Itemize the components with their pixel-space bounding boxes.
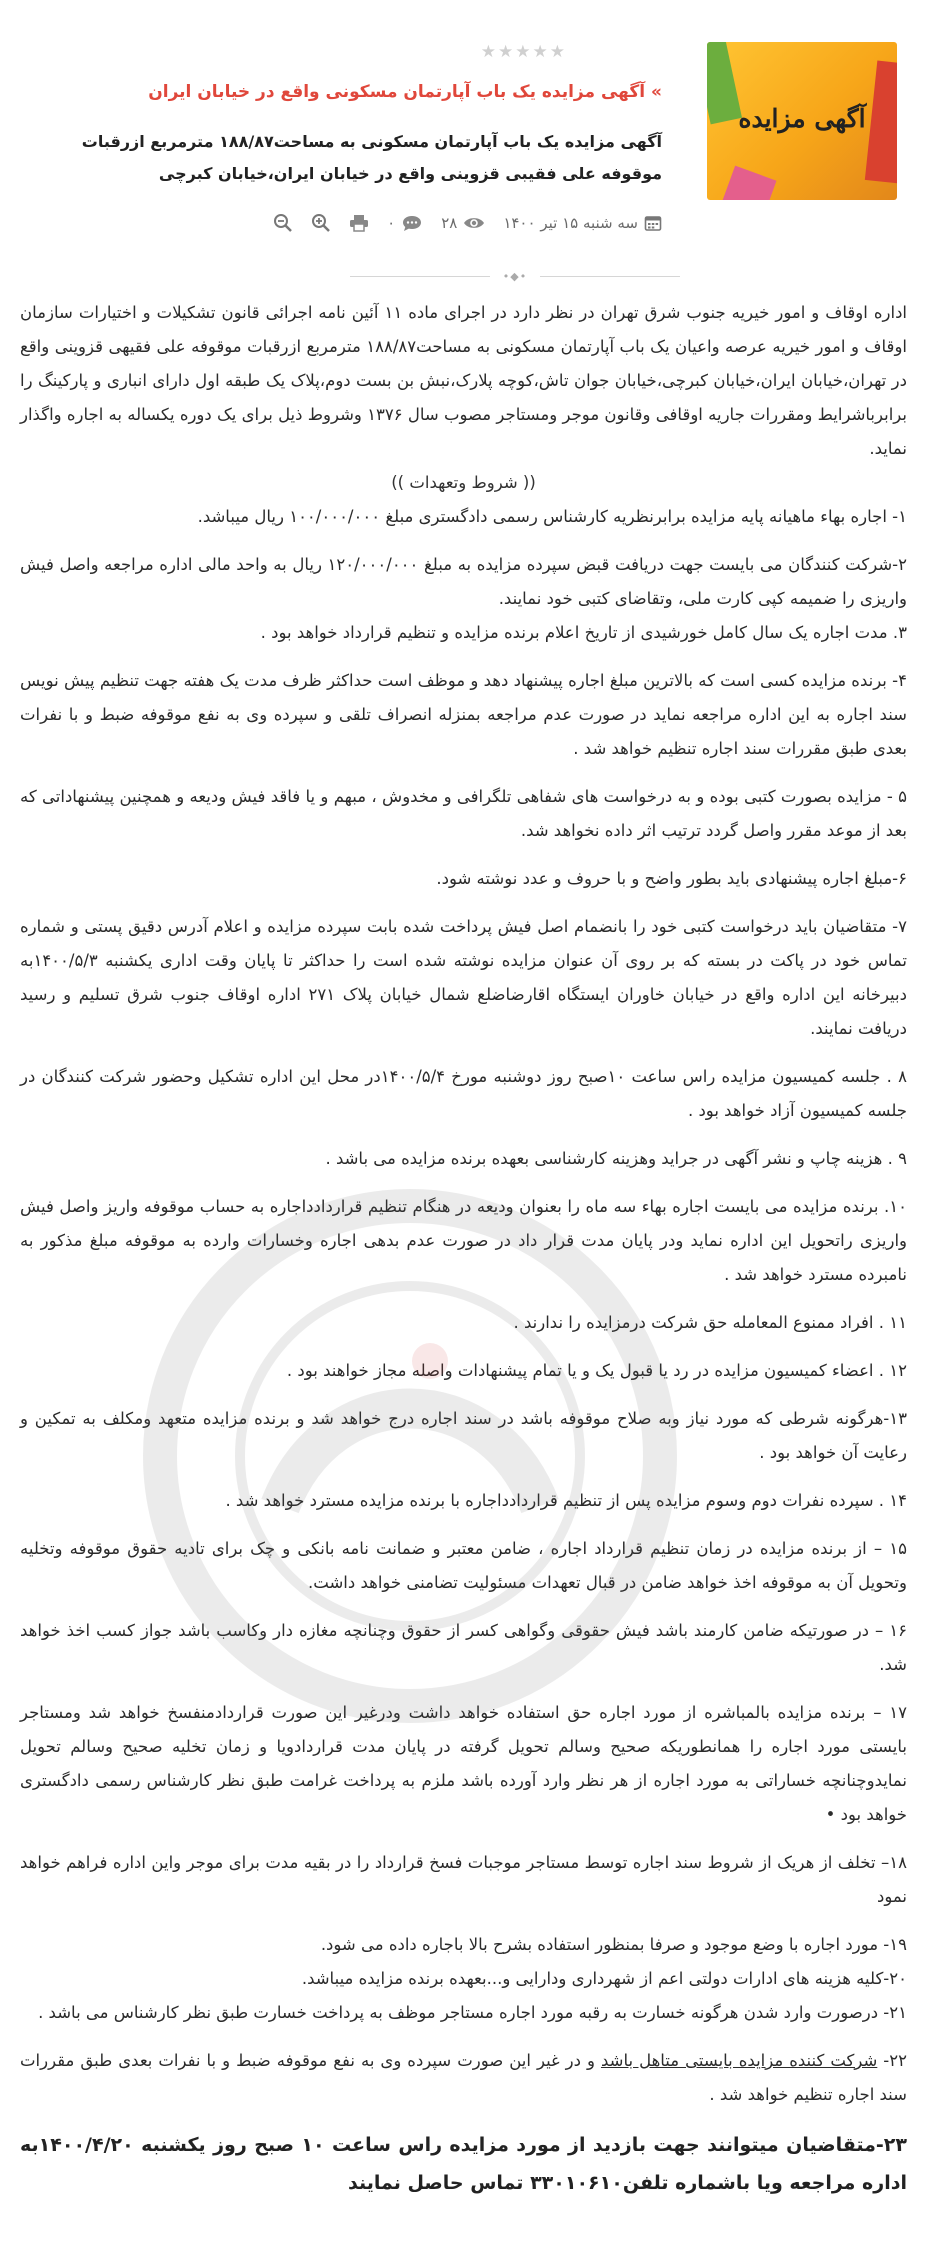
zoom-in-icon <box>311 213 331 233</box>
condition-14: ۱۴ . سپرده نفرات دوم وسوم مزایده پس از تنظیم قراردادداجاره با برنده مزایده مسترد خواهد شد . <box>225 1491 907 1510</box>
print-icon <box>349 214 369 232</box>
news-article <box>20 30 907 2216</box>
comments-count: ۰ <box>387 214 396 232</box>
condition-13: ۱۳-هرگونه شرطی که مورد نیاز وبه صلاح موقوفه باشد در سند اجاره درج خواهد شد و برنده مزایده متعهد ومکلف به تمکین و رعایت آن خواهد بود . <box>20 1409 907 1462</box>
intro-paragraph: اداره اوقاف و امور خیریه جنوب شرق تهران در نظر دارد در اجرای ماده ۱۱ آئین نامه اجرائی قانون تشکیلات و اختیارات سازمان اوقاف و امور خیریه عرصه واعیان یک باب آپارتمان مسکونی به مساحت۱۸۸/۸۷ مترمربع ازرقبات موقوفه علی فقیهی قزوینی واقع در تهران،خیابان ایران،خیابان کبرچی،خیابان جوان تاش،کوچه پلارک،نبش بن بست دوم،پلاک یک طبقه اول دارای انباری و پارکینگ را برابرباشرایط ومقررات جاریه اوقافی وقانون موجر ومستاجر مصوب سال ۱۳۷۶ وشروط ذیل برای یک دوره یکساله به اجاره واگذار نماید. <box>20 303 907 458</box>
condition-22 <box>20 2044 907 2112</box>
divider-ornament: •◆• <box>502 270 528 283</box>
condition-17: ۱۷ – برنده مزایده بالمباشره از مورد اجاره حق استفاده خواهد داشت ودرغیر این صورت قراردادمنفسخ خواهد شد ومستاجر بایستی مورد اجاره را همانطوریکه صحیح وسالم تحویل گرفته در پایان مدت قراردادویا و زمان تخلیه صحیح وسالم تحویل نمایدوچنانچه خساراتی به مورد اجاره از هر نظر وارد آورده باشد ملزم به پرداخت غرامت طبق نظر کارشناس رسمی دادگستری خواهد بود • <box>20 1703 907 1824</box>
condition-22-number: ۲۲- <box>877 2051 907 2070</box>
image-caption: آگهی مزایده <box>738 104 866 133</box>
condition-23: ۲۳-متقاضیان میتوانند جهت بازدید از مورد مزایده راس ساعت ۱۰ صبح روز یکشنبه ۱۴۰۰/۴/۲۰به اداره مراجعه ویا باشماره تلفن۳۳۰۱۰۶۱۰ تماس حاصل نمایند <box>20 2134 907 2194</box>
rating-stars[interactable]: ★★★★★ <box>480 42 567 62</box>
condition-15: ۱۵ – از برنده مزایده در زمان تنظیم قرارداد اجاره ، ضامن معتبر و ضمانت نامه بانکی و چک برای تادیه حقوق موقوفه وتخلیه وتحویل آن به موقوفه اخذ خواهد ضامن در قبال تعهدات مسئولیت تضامنی خواهد داشت. <box>20 1539 907 1592</box>
zoom-out-button[interactable] <box>273 213 293 233</box>
eye-icon <box>463 215 485 231</box>
article-image[interactable] <box>707 42 897 200</box>
condition-3: ۳. مدت اجاره یک سال کامل خورشیدی از تاریخ اعلام برنده مزایده و تنظیم قرارداد خواهد بود . <box>260 623 907 642</box>
zoom-out-icon <box>273 213 293 233</box>
condition-8: ۸ . جلسه کمیسیون مزایده راس ساعت ۱۰صبح روز دوشنبه مورخ ۱۴۰۰/۵/۴در محل این اداره تشکیل وحضور شرکت کنندگان در جلسه کمیسیون آزاد خواهد بود . <box>20 1067 907 1120</box>
condition-22-underlined: شرکت کننده مزایده بایستی متاهل باشد <box>600 2051 878 2070</box>
condition-5: ۵ - مزایده بصورت کتبی بوده و به درخواست های شفاهی تلگرافی و مخدوش ، مبهم و یا فاقد فیش ودیعه و همچنین پیشنهاداتی که بعد از موعد مقرر واصل گردد ترتیب اثر داده نخواهد شد. <box>20 787 907 840</box>
conditions-heading: (( شروط وتعهدات )) <box>391 473 536 492</box>
condition-9: ۹ . هزینه چاپ و نشر آگهی در جراید وهزینه کارشناسی بعهده برنده مزایده می باشد . <box>325 1149 907 1168</box>
date-meta <box>503 214 662 232</box>
condition-18: ۱۸– تخلف از هریک از شروط سند اجاره توسط مستاجر موجبات فسخ قرارداد را در بقیه مدت برای موجر واین اداره فراهم خواهد نمود <box>20 1853 907 1906</box>
condition-11: ۱۱ . افراد ممنوع المعامله حق شرکت درمزایده را ندارند . <box>513 1313 907 1332</box>
condition-4: ۴- برنده مزایده کسی است که بالاترین مبلغ اجاره پیشنهاد دهد و موظف است حداکثر ظرف مدت یک هفته جهت تنظیم پیش نویس سند اجاره به این اداره مراجعه نماید در صورت عدم مراجعه بمنزله انصراف تلقی و سپرده وی به نفع موقوفه ضبط و با نفرات بعدی طبق مقررات سند اجاره تنظیم خواهد شد . <box>20 671 907 758</box>
comment-icon <box>401 214 423 232</box>
decorative-tag <box>721 166 776 200</box>
article-date: سه شنبه ۱۵ تیر ۱۴۰۰ <box>503 214 638 232</box>
article-meta-bar <box>42 208 662 238</box>
condition-19: ۱۹- مورد اجاره با وضع موجود و صرفا بمنظور استفاده بشرح بالا باجاره داده می شود. <box>320 1935 907 1954</box>
zoom-in-button[interactable] <box>311 213 331 233</box>
condition-16: ۱۶ – در صورتیکه ضامن کارمند باشد فیش حقوقی وگواهی کسر از حقوق وچنانچه مغازه دار وکاسب باشد جواز کسب اخذ خواهد شد. <box>20 1621 907 1674</box>
condition-20: ۲۰-کلیه هزینه های ادارات دولتی اعم از شهرداری ودارایی و...بعهده برنده مزایده میباشد. <box>301 1969 907 1988</box>
print-button[interactable] <box>349 214 369 232</box>
condition-10: ۱۰. برنده مزایده می بایست اجاره بهاء سه ماه را بعنوان ودیعه در هنگام تنظیم قراردادداجاره به حساب موقوفه واریز واصل فیش واریزی راتحویل این اداره نماید ودر پایان مدت قرار داد در صورت عدم بدهی اجاره وخسارات وارده به موقوفه مبلغ مذکور به نامبرده مسترد خواهد شد . <box>20 1197 907 1284</box>
comments-meta[interactable] <box>387 214 423 232</box>
condition-7: ۷- متقاضیان باید درخواست کتبی خود را بانضمام اصل فیش پرداخت شده بابت سپرده مزایده و اعلام آدرس دقیق پستی و شماره تماس خود در پاکت در بسته که بر روی آن عنوان مزایده نوشته شده است را حداکثر تا پایان وقت اداری یکشنبه ۱۴۰۰/۵/۳به دبیرخانه این اداره واقع در خیابان خاوران ایستگاه اقارضاضلع شمال خیابان پلاک ۲۷۱ اداره اوقاف جنوب شرق تسلیم و رسید دریافت نمایند. <box>20 917 907 1038</box>
condition-21: ۲۱- درصورت وارد شدن هرگونه خسارت به رقبه مورد اجاره مستاجر موظف به پرداخت خسارت طبق نظر کارشناس می باشد . <box>38 2003 907 2022</box>
views-count: ۲۸ <box>441 214 458 232</box>
views-meta <box>441 214 485 232</box>
article-body <box>20 296 907 2202</box>
section-divider <box>350 270 680 284</box>
condition-1: ۱- اجاره بهاء ماهیانه پایه مزایده برابرنظریه کارشناس رسمی دادگستری مبلغ ۱۰۰/۰۰۰/۰۰۰ ریال میباشد. <box>197 507 907 526</box>
article-title-link[interactable]: » آگهی مزایده یک باب آپارتمان مسکونی واقع در خیابان ایران <box>148 82 662 102</box>
condition-2: ۲-شرکت کنندگان می بایست جهت دریافت قبض سپرده مزایده به مبلغ ۱۲۰/۰۰۰/۰۰۰ ریال به واحد مالی اداره مراجعه واصل فیش واریزی را ضمیمه کپی کارت ملی، وتقاضای کتبی خود نمایند. <box>20 555 908 608</box>
calendar-icon <box>644 214 662 232</box>
condition-6: ۶-مبلغ اجاره پیشنهادی باید بطور واضح و با حروف و عدد نوشته شود. <box>436 869 907 888</box>
condition-22-rest: و در غیر این صورت سپرده وی به نفع موقوفه ضبط و با نفرات بعدی طبق مقررات سند اجاره تنظیم خواهد شد . <box>20 2051 907 2104</box>
article-header <box>20 30 907 283</box>
condition-12: ۱۲ . اعضاء کمیسیون مزایده در رد یا قبول یک و یا تمام پیشنهادات واصله مجاز خواهند بود . <box>286 1361 907 1380</box>
article-summary: آگهی مزایده یک باب آپارتمان مسکونی به مساحت۱۸۸/۸۷ مترمربع ازرقبات موقوفه علی فقیبی قزوینی واقع در خیابان ایران،خیابان کبرچی <box>81 132 662 183</box>
